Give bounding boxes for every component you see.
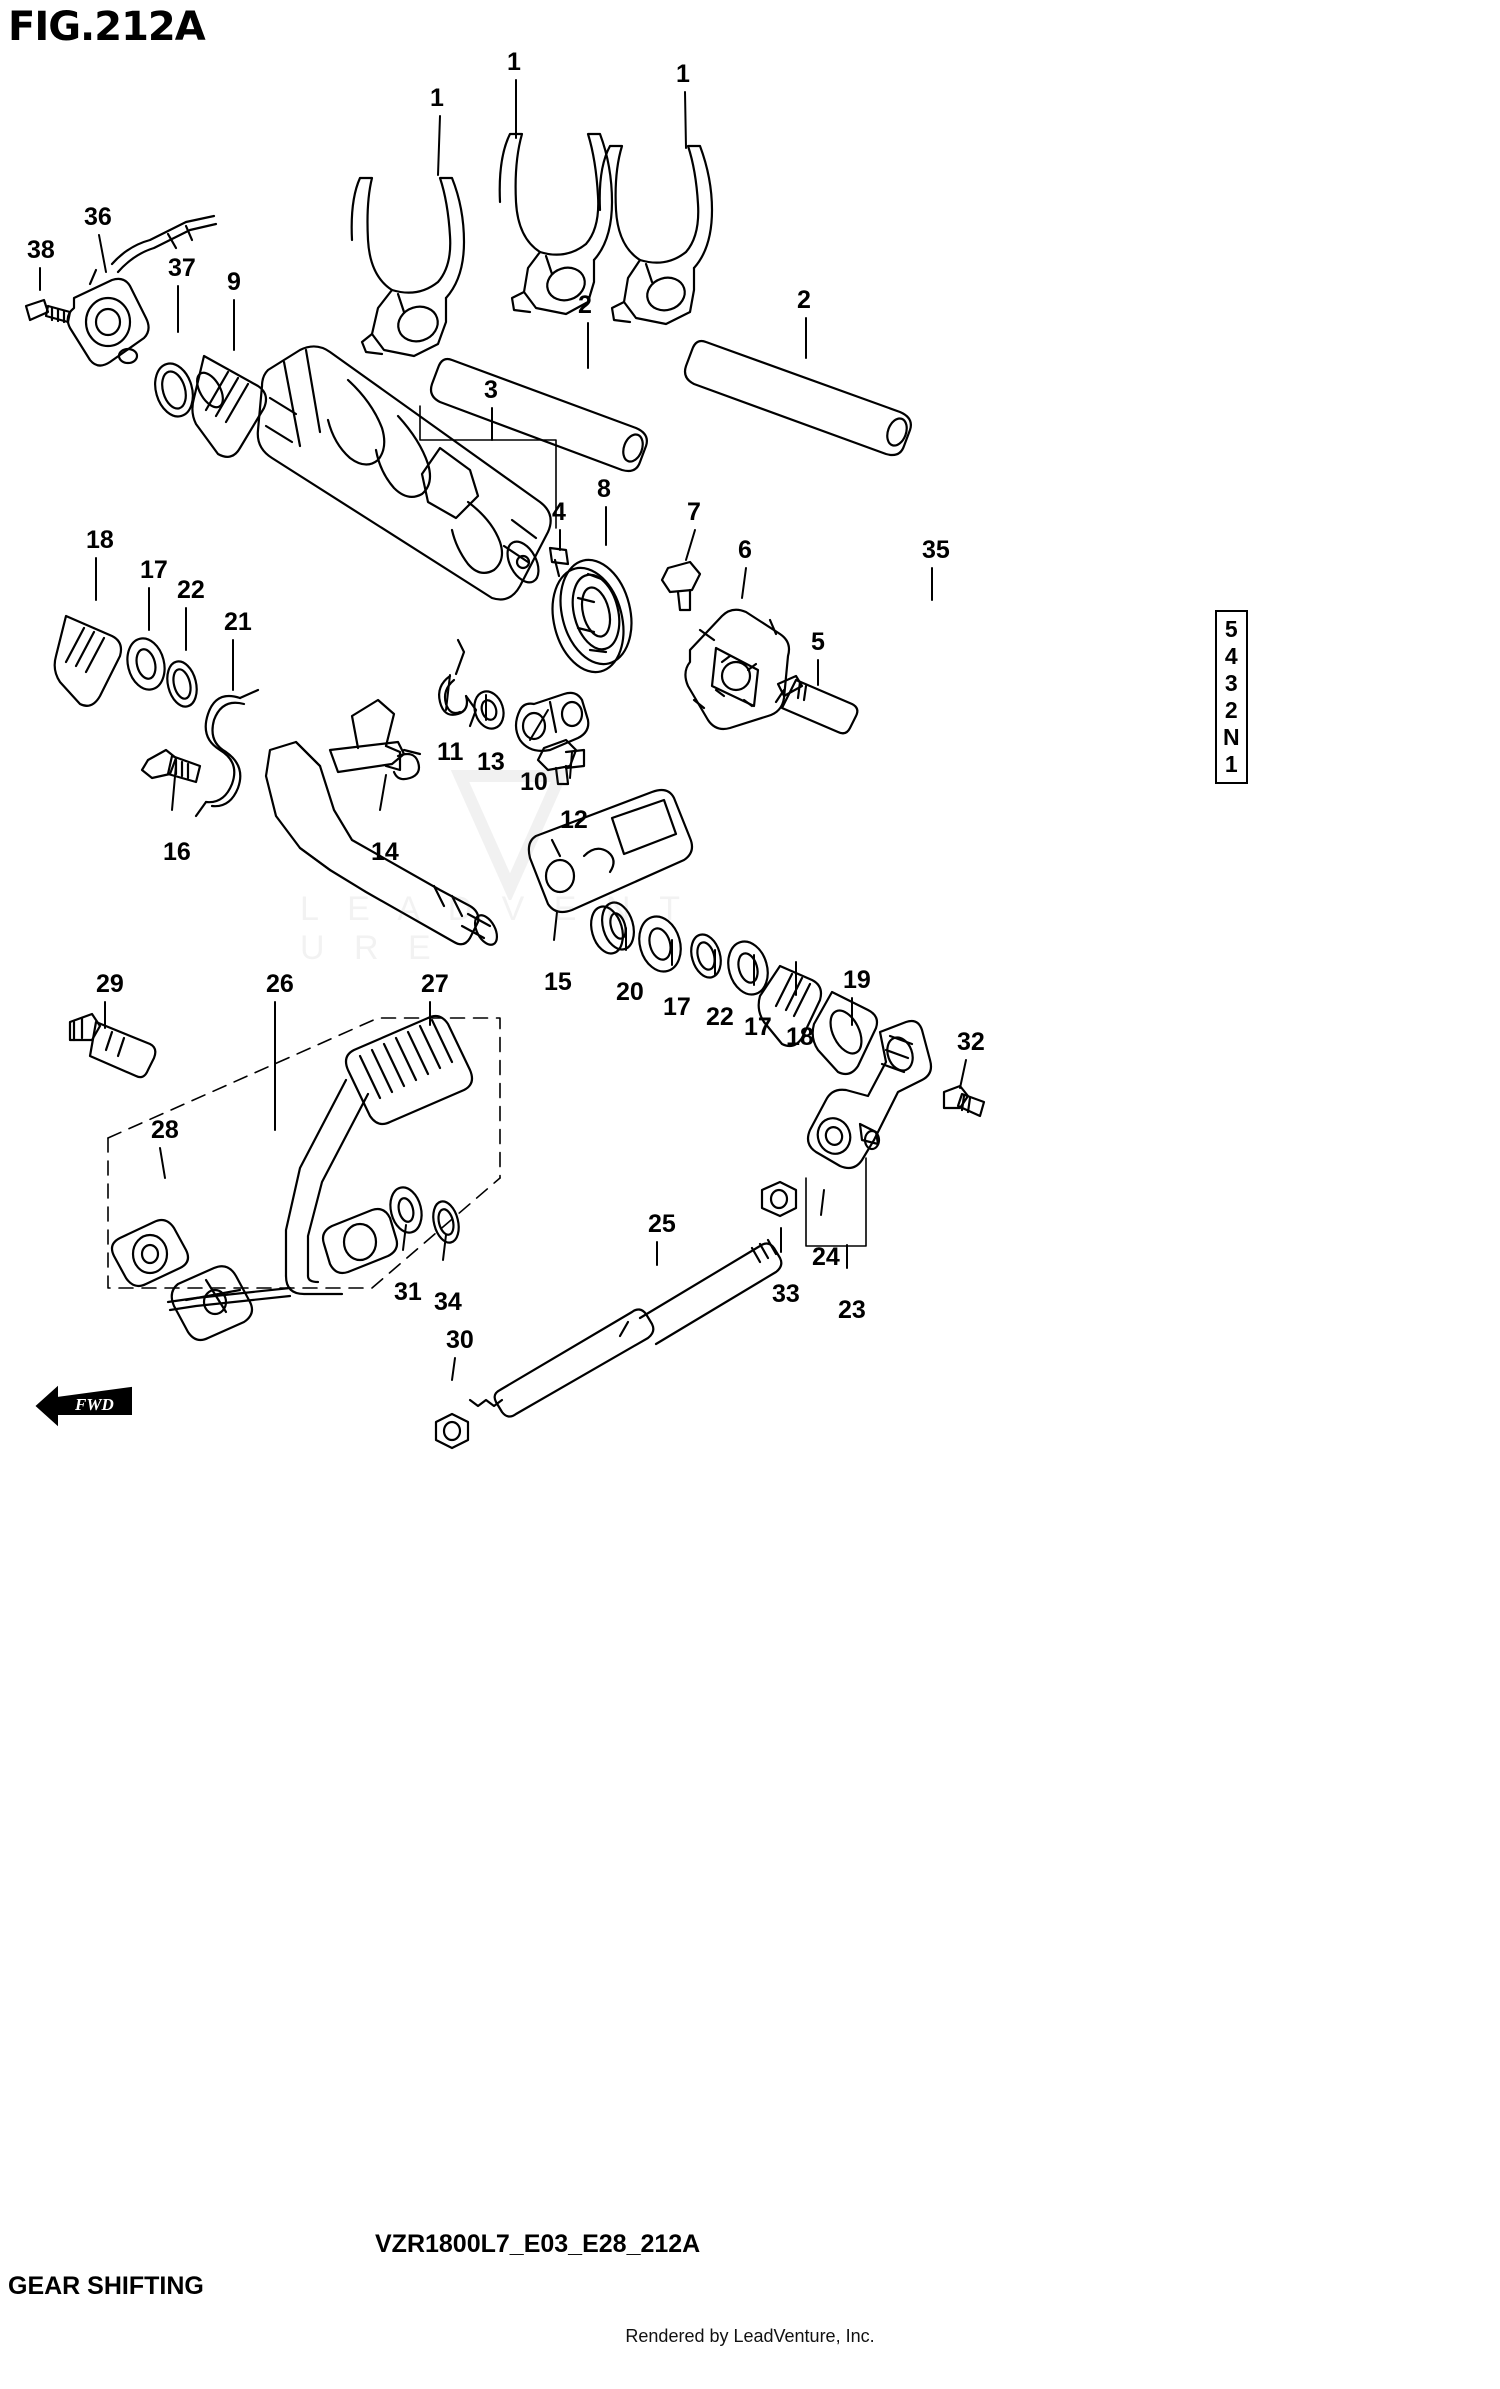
callout-label-38: 38 — [27, 236, 55, 264]
callout-leader-28 — [160, 1148, 165, 1178]
callout-label-19: 19 — [843, 966, 871, 994]
exploded-parts-artwork — [0, 50, 1500, 2230]
fwd-direction-marker — [35, 1380, 135, 1430]
callout-label-17: 17 — [744, 1013, 772, 1041]
svg-text:FWD: FWD — [75, 1395, 114, 1414]
callout-label-16: 16 — [163, 838, 191, 866]
callout-leader-15 — [554, 912, 557, 940]
callout-label-15: 15 — [544, 968, 572, 996]
callout-label-10: 10 — [520, 768, 548, 796]
callout-label-1: 1 — [507, 48, 521, 76]
gear-shift-shaft — [266, 700, 501, 948]
oil-seal-19 — [813, 992, 877, 1074]
callout-label-36: 36 — [84, 203, 112, 231]
callout-label-6: 6 — [738, 536, 752, 564]
callout-label-23: 23 — [838, 1296, 866, 1324]
gear-position-list — [1215, 610, 1248, 784]
callout-label-22: 22 — [706, 1003, 734, 1031]
o-ring-37 — [149, 359, 198, 421]
callout-label-18: 18 — [86, 526, 114, 554]
callout-leader-1 — [685, 92, 686, 148]
callout-leader-32 — [960, 1060, 966, 1088]
bolt-32 — [944, 1086, 984, 1116]
callout-label-37: 37 — [168, 254, 196, 282]
callout-label-8: 8 — [597, 475, 611, 503]
shift-arm-15 — [529, 790, 692, 912]
callout-label-18: 18 — [786, 1023, 814, 1051]
callout-label-27: 27 — [421, 970, 449, 998]
callout-label-17: 17 — [663, 993, 691, 1021]
callout-leader-31 — [403, 1225, 406, 1250]
callout-label-32: 32 — [957, 1028, 985, 1056]
nut-30 — [436, 1414, 468, 1448]
screw-7 — [662, 562, 700, 610]
pawl-spring-11 — [439, 640, 476, 726]
callout-label-12: 12 — [560, 806, 588, 834]
callout-label-24: 24 — [812, 1243, 840, 1271]
callout-label-3: 3 — [484, 376, 498, 404]
fwd-arrow-icon — [35, 1380, 135, 1430]
callout-label-1: 1 — [676, 60, 690, 88]
gear-position-switch — [68, 216, 216, 366]
callout-leader-30 — [452, 1358, 455, 1380]
rendered-by-credit: Rendered by LeadVenture, Inc. — [625, 2326, 875, 2346]
callout-label-30: 30 — [446, 1326, 474, 1354]
fork-shaft-short — [431, 359, 647, 471]
gear-list-item: 4 — [1224, 643, 1238, 669]
cam-driven-gear — [685, 610, 789, 729]
model-code: VZR1800L7_E03_E28_212A — [375, 2230, 701, 2258]
callout-label-13: 13 — [477, 748, 505, 776]
callout-leader-12 — [570, 752, 572, 778]
callout-label-25: 25 — [648, 1210, 676, 1238]
needle-bearing-9 — [192, 356, 266, 457]
shift-fork-a — [352, 178, 464, 356]
callout-label-5: 5 — [811, 628, 825, 656]
gear-list-item: 2 — [1224, 697, 1238, 723]
callout-label-35: 35 — [922, 536, 950, 564]
callout-label-2: 2 — [578, 291, 592, 319]
callout-label-31: 31 — [394, 1278, 422, 1306]
callout-label-26: 26 — [266, 970, 294, 998]
callout-leader-36 — [99, 235, 106, 272]
figure-name: GEAR SHIFTING — [8, 2272, 204, 2300]
callout-leader-34 — [443, 1235, 446, 1260]
nut-33 — [762, 1182, 796, 1216]
gear-list-item: N — [1223, 724, 1240, 750]
callout-label-33: 33 — [772, 1280, 800, 1308]
callout-label-28: 28 — [151, 1116, 179, 1144]
callout-label-4: 4 — [552, 498, 566, 526]
fork-shaft-long — [685, 341, 911, 455]
callout-label-21: 21 — [224, 608, 252, 636]
shift-fork-b — [500, 134, 612, 314]
callout-label-11: 11 — [437, 738, 464, 766]
circlip-22-right — [686, 931, 725, 981]
shift-rod-25 — [470, 1240, 781, 1417]
bolt-38 — [26, 300, 70, 322]
washer-20 — [586, 899, 639, 957]
figure-title: FIG.212A — [8, 4, 205, 50]
drum-pin — [550, 548, 568, 576]
callout-label-34: 34 — [434, 1288, 462, 1316]
shift-drum — [258, 346, 551, 599]
callout-leader-16 — [172, 765, 176, 810]
callout-leader-7 — [686, 530, 695, 560]
washer-17-right-a — [633, 912, 687, 977]
watermark-text: L E A D V E N T U R E — [300, 890, 690, 967]
stopper-bolt-16 — [142, 750, 200, 782]
gear-list-item: 1 — [1224, 751, 1238, 777]
callout-label-22: 22 — [177, 576, 205, 604]
washer-17-left — [122, 634, 170, 693]
circlip-22-left — [163, 658, 201, 709]
diagram-area — [0, 50, 1500, 2230]
pivot-bolt-29 — [70, 1014, 155, 1077]
callout-leader-14 — [380, 775, 386, 810]
callout-label-2: 2 — [797, 286, 811, 314]
return-spring-21 — [196, 690, 258, 816]
pawl-lever-10 — [516, 693, 588, 751]
callout-leader-6 — [742, 568, 746, 598]
callout-label-9: 9 — [227, 268, 241, 296]
callout-leader-1 — [438, 116, 440, 175]
washer-13 — [470, 688, 508, 733]
callout-label-1: 1 — [430, 84, 444, 112]
shift-fork-c — [600, 146, 712, 324]
callout-label-7: 7 — [687, 498, 701, 526]
needle-bearing-18-left — [55, 616, 121, 706]
washer-17-right-b — [722, 937, 773, 999]
gear-list-item: 3 — [1224, 670, 1238, 696]
gear-list-item: 5 — [1224, 616, 1238, 642]
callout-leader-24 — [821, 1190, 824, 1215]
callout-label-17: 17 — [140, 556, 168, 584]
callout-label-14: 14 — [371, 838, 399, 866]
callout-label-29: 29 — [96, 970, 124, 998]
callout-label-20: 20 — [616, 978, 644, 1006]
